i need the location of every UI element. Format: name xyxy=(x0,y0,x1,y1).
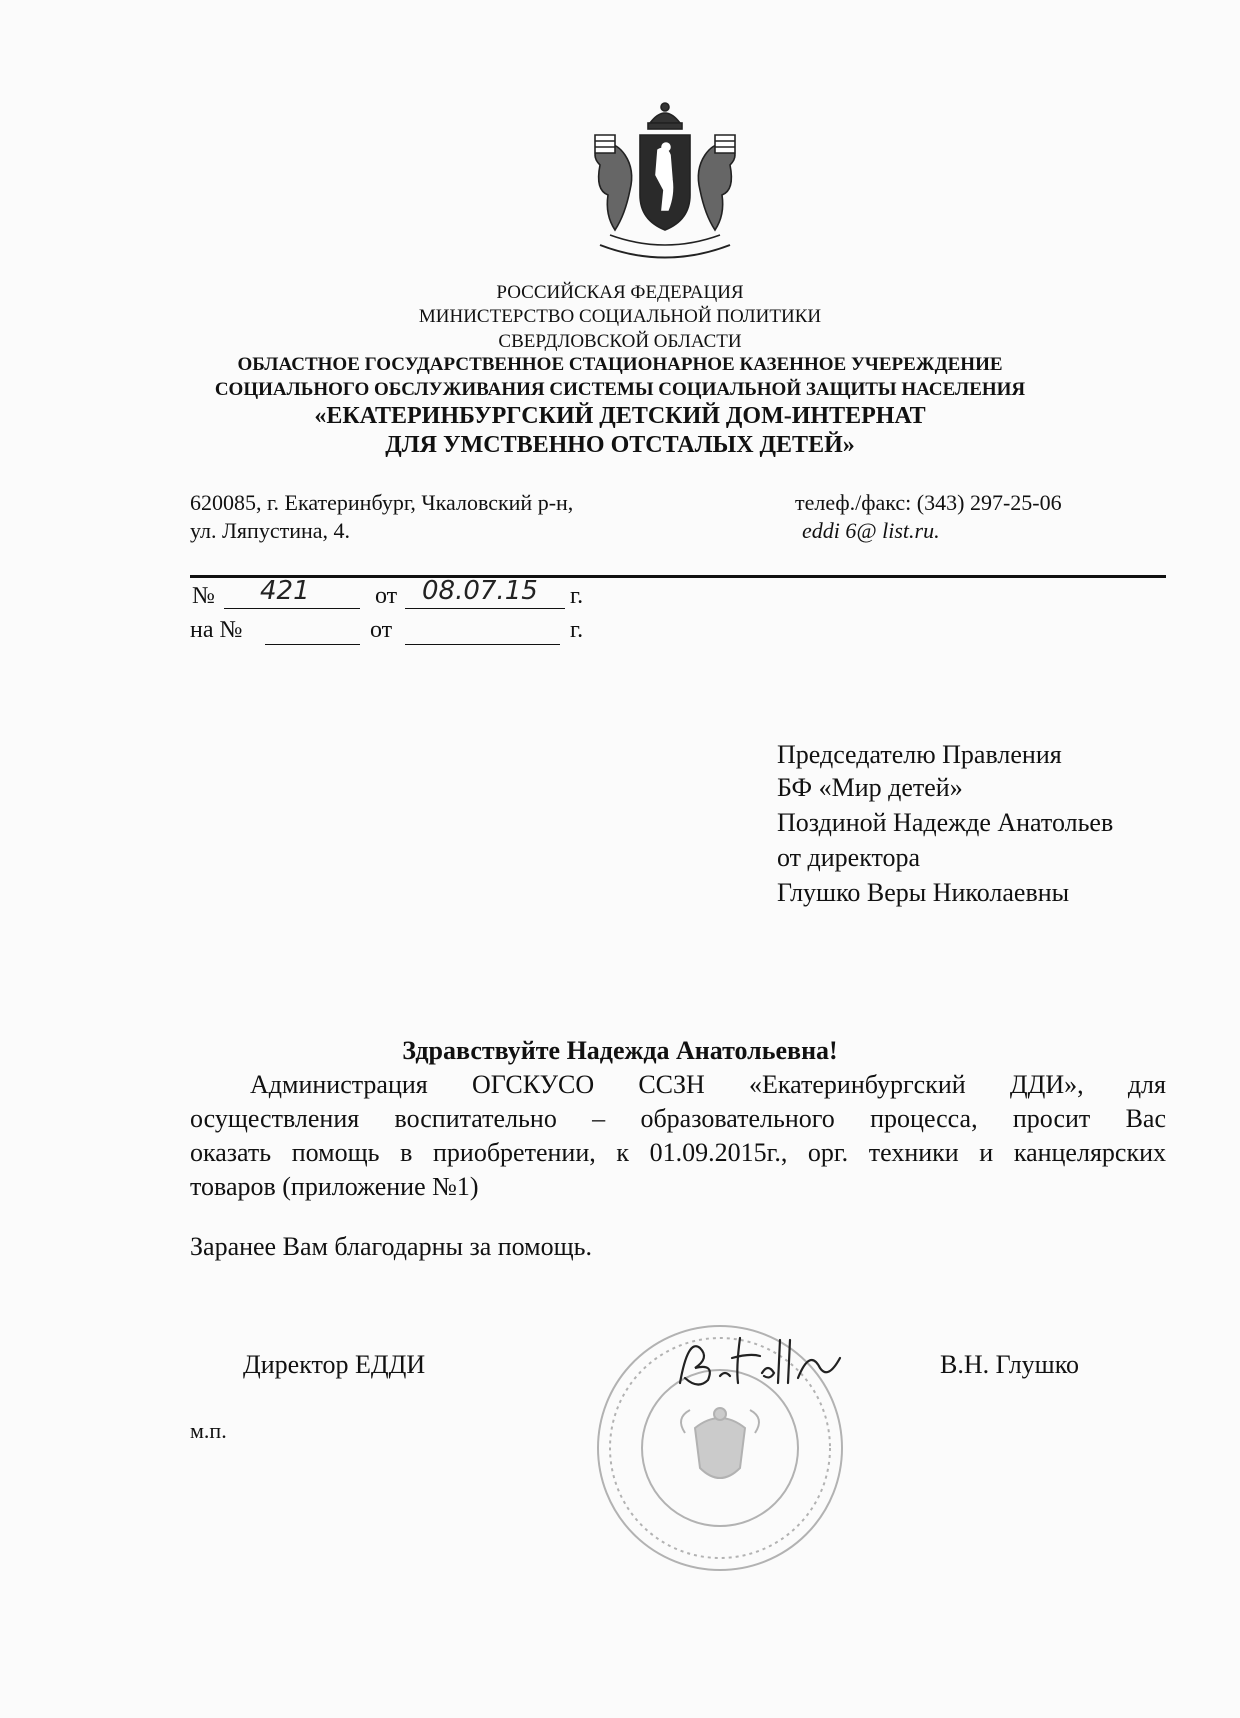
reply-no-blank xyxy=(265,643,360,645)
signer-name: В.Н. Глушко xyxy=(940,1350,1080,1379)
header-ministry: МИНИСТЕРСТВО СОЦИАЛЬНОЙ ПОЛИТИКИ xyxy=(418,306,822,327)
header-institution-name-line1: «ЕКАТЕРИНБУРГСКИЙ ДЕТСКИЙ ДОМ-ИНТЕРНАТ xyxy=(314,403,926,429)
header-institution-line1: ОБЛАСТНОЕ ГОСУДАРСТВЕННОЕ СТАЦИОНАРНОЕ КАЗЕННОЕ УЧЕРЕЖДЕНИЕ xyxy=(237,354,1003,375)
reg-no-label: № xyxy=(192,583,215,609)
body-line3: оказать помощь в приобретении, к 01.09.2015г., орг. техники и канцелярских xyxy=(190,1138,1166,1167)
recipient-line1: Председателю Правления xyxy=(777,740,1062,769)
reply-ot-label: от xyxy=(370,617,393,643)
reg-date-handwritten: 08.07.15 xyxy=(422,576,538,606)
reg-date-blank xyxy=(405,607,565,609)
reg-ot-label: от xyxy=(375,583,398,609)
recipient-line3: Поздиной Надежде Анатольев xyxy=(777,808,1114,837)
signer-position: Директор ЕДДИ xyxy=(243,1350,426,1379)
header-institution-line2: СОЦИАЛЬНОГО ОБСЛУЖИВАНИЯ СИСТЕМЫ СОЦИАЛЬНОЙ ЗАЩИТЫ НАСЕЛЕНИЯ xyxy=(214,379,1026,400)
header-divider xyxy=(190,575,1166,578)
recipient-line2: БФ «Мир детей» xyxy=(777,773,963,802)
header-institution-name-line2: ДЛЯ УМСТВЕННО ОТСТАЛЫХ ДЕТЕЙ» xyxy=(385,432,855,458)
body-paragraph xyxy=(190,1068,1166,1204)
reg-no-blank xyxy=(224,607,360,609)
stamp-place-label: м.п. xyxy=(190,1418,227,1443)
reg-year-suffix: г. xyxy=(570,583,584,609)
recipient-line5: Глушко Веры Николаевны xyxy=(777,878,1070,907)
reply-no-label: на № xyxy=(190,617,243,643)
header-country: РОССИЙСКАЯ ФЕДЕРАЦИЯ xyxy=(496,282,744,303)
body-line1: Администрация ОГСКУСО ССЗН «Екатеринбургский ДДИ», для xyxy=(250,1070,1166,1099)
recipient-line4: от директора xyxy=(777,843,921,872)
reg-no-handwritten: 421 xyxy=(260,576,310,606)
handwritten-signature xyxy=(670,1328,850,1398)
reply-year-suffix: г. xyxy=(570,617,584,643)
address-line1: 620085, г. Екатеринбург, Чкаловский р-н, xyxy=(190,490,574,515)
thanks-line: Заранее Вам благодарны за помощь. xyxy=(190,1232,593,1261)
email: eddi 6@ list.ru. xyxy=(802,518,940,543)
header-region: СВЕРДЛОВСКОЙ ОБЛАСТИ xyxy=(498,331,742,352)
body-line2: осуществления воспитательно – образовательного процесса, просит Вас xyxy=(190,1104,1166,1133)
greeting: Здравствуйте Надежда Анатольевна! xyxy=(402,1036,838,1065)
coat-of-arms-emblem xyxy=(570,95,760,275)
reply-date-blank xyxy=(405,643,560,645)
address-line2: ул. Ляпустина, 4. xyxy=(190,518,351,543)
body-line4: товаров (приложение №1) xyxy=(190,1172,479,1201)
phone-fax: телеф./факс: (343) 297-25-06 xyxy=(795,490,1062,515)
